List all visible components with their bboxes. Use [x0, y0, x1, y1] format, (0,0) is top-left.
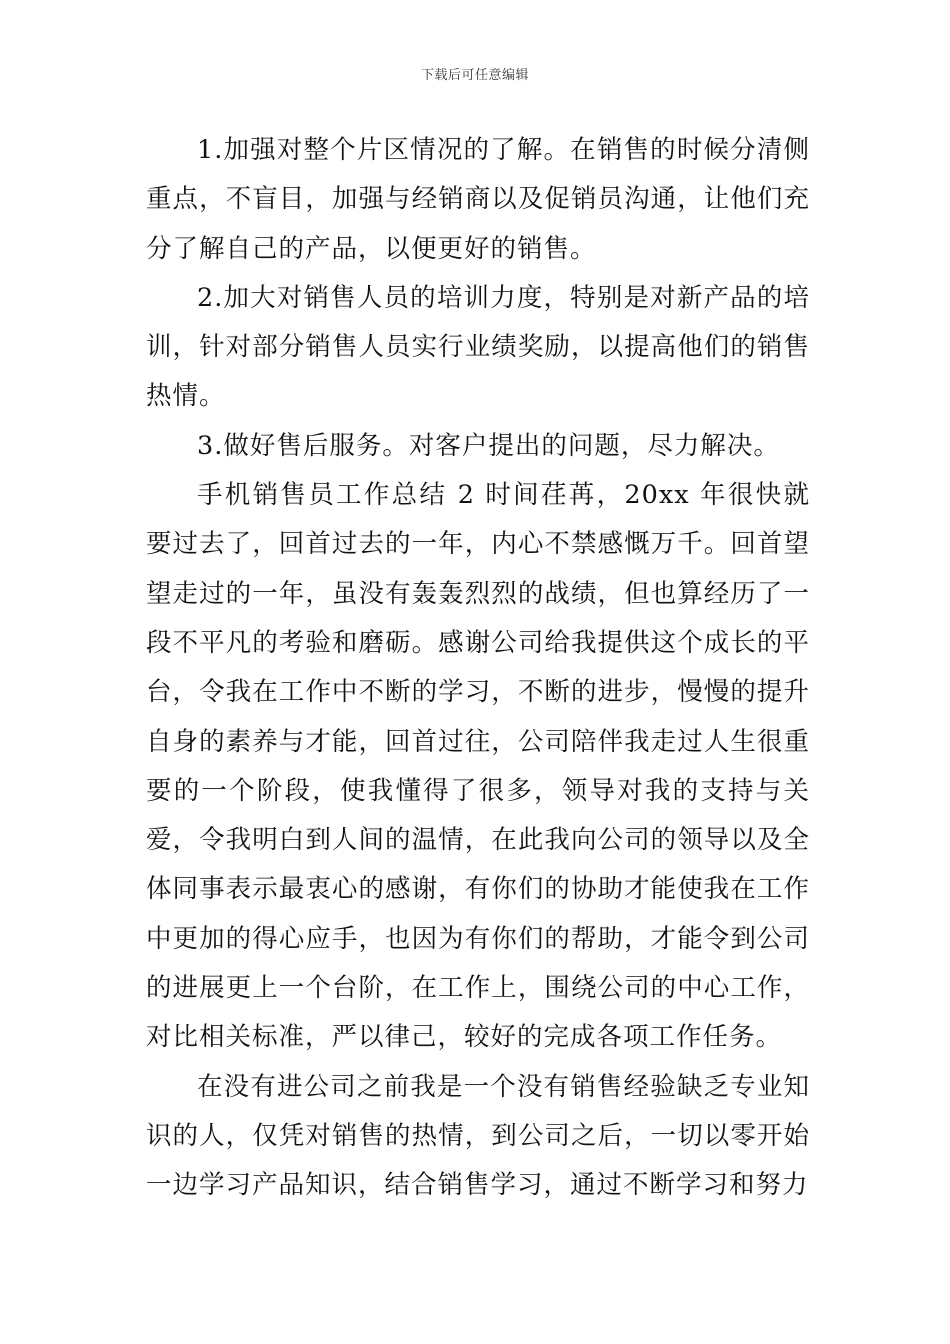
- paragraph-item-2: 2.加大对销售人员的培训力度，特别是对新产品的培训，针对部分销售人员实行业绩奖励，以提高他们的销售热情。: [146, 282, 810, 412]
- paragraph-summary-2: 手机销售员工作总结 2 时间荏苒，20xx 年很快就要过去了，回首过去的一年，内心不禁感慨万千。回首望望走过的一年，虽没有轰轰烈烈的战绩，但也算经历了一段不平凡的考验和磨砺。感谢公司给我提供这个成长的平台，令我在工作中不断的学习，不断的进步，慢慢的提升自身的素养与才能，回首过往，公司陪伴我走过人生很重要的一个阶段，使我懂得了很多，领导对我的支持与关爱，令我明白到人间的温情，在此我向公司的领导以及全体同事表示最衷心的感谢，有你们的协助才能使我在工作中更加的得心应手，也因为有你们的帮助，才能令到公司的进展更上一个台阶，在工作上，围绕公司的中心工作，对比相关标准，严以律己，较好的完成各项工作任务。: [146, 480, 810, 1053]
- page-header-note: 下载后可任意编辑: [420, 68, 529, 83]
- paragraph-item-1: 1.加强对整个片区情况的了解。在销售的时候分清侧重点，不盲目，加强与经销商以及促销员沟通，让他们充分了解自己的产品，以便更好的销售。: [146, 135, 810, 264]
- paragraph-item-3: 3.做好售后服务。对客户提出的问题，尽力解决。: [197, 430, 780, 461]
- paragraph-before-joining: 在没有进公司之前我是一个没有销售经验缺乏专业知识的人，仅凭对销售的热情，到公司之后，一切以零开始一边学习产品知识，结合销售学习，通过不断学习和努力: [146, 1071, 810, 1201]
- document-body: [146, 126, 810, 1211]
